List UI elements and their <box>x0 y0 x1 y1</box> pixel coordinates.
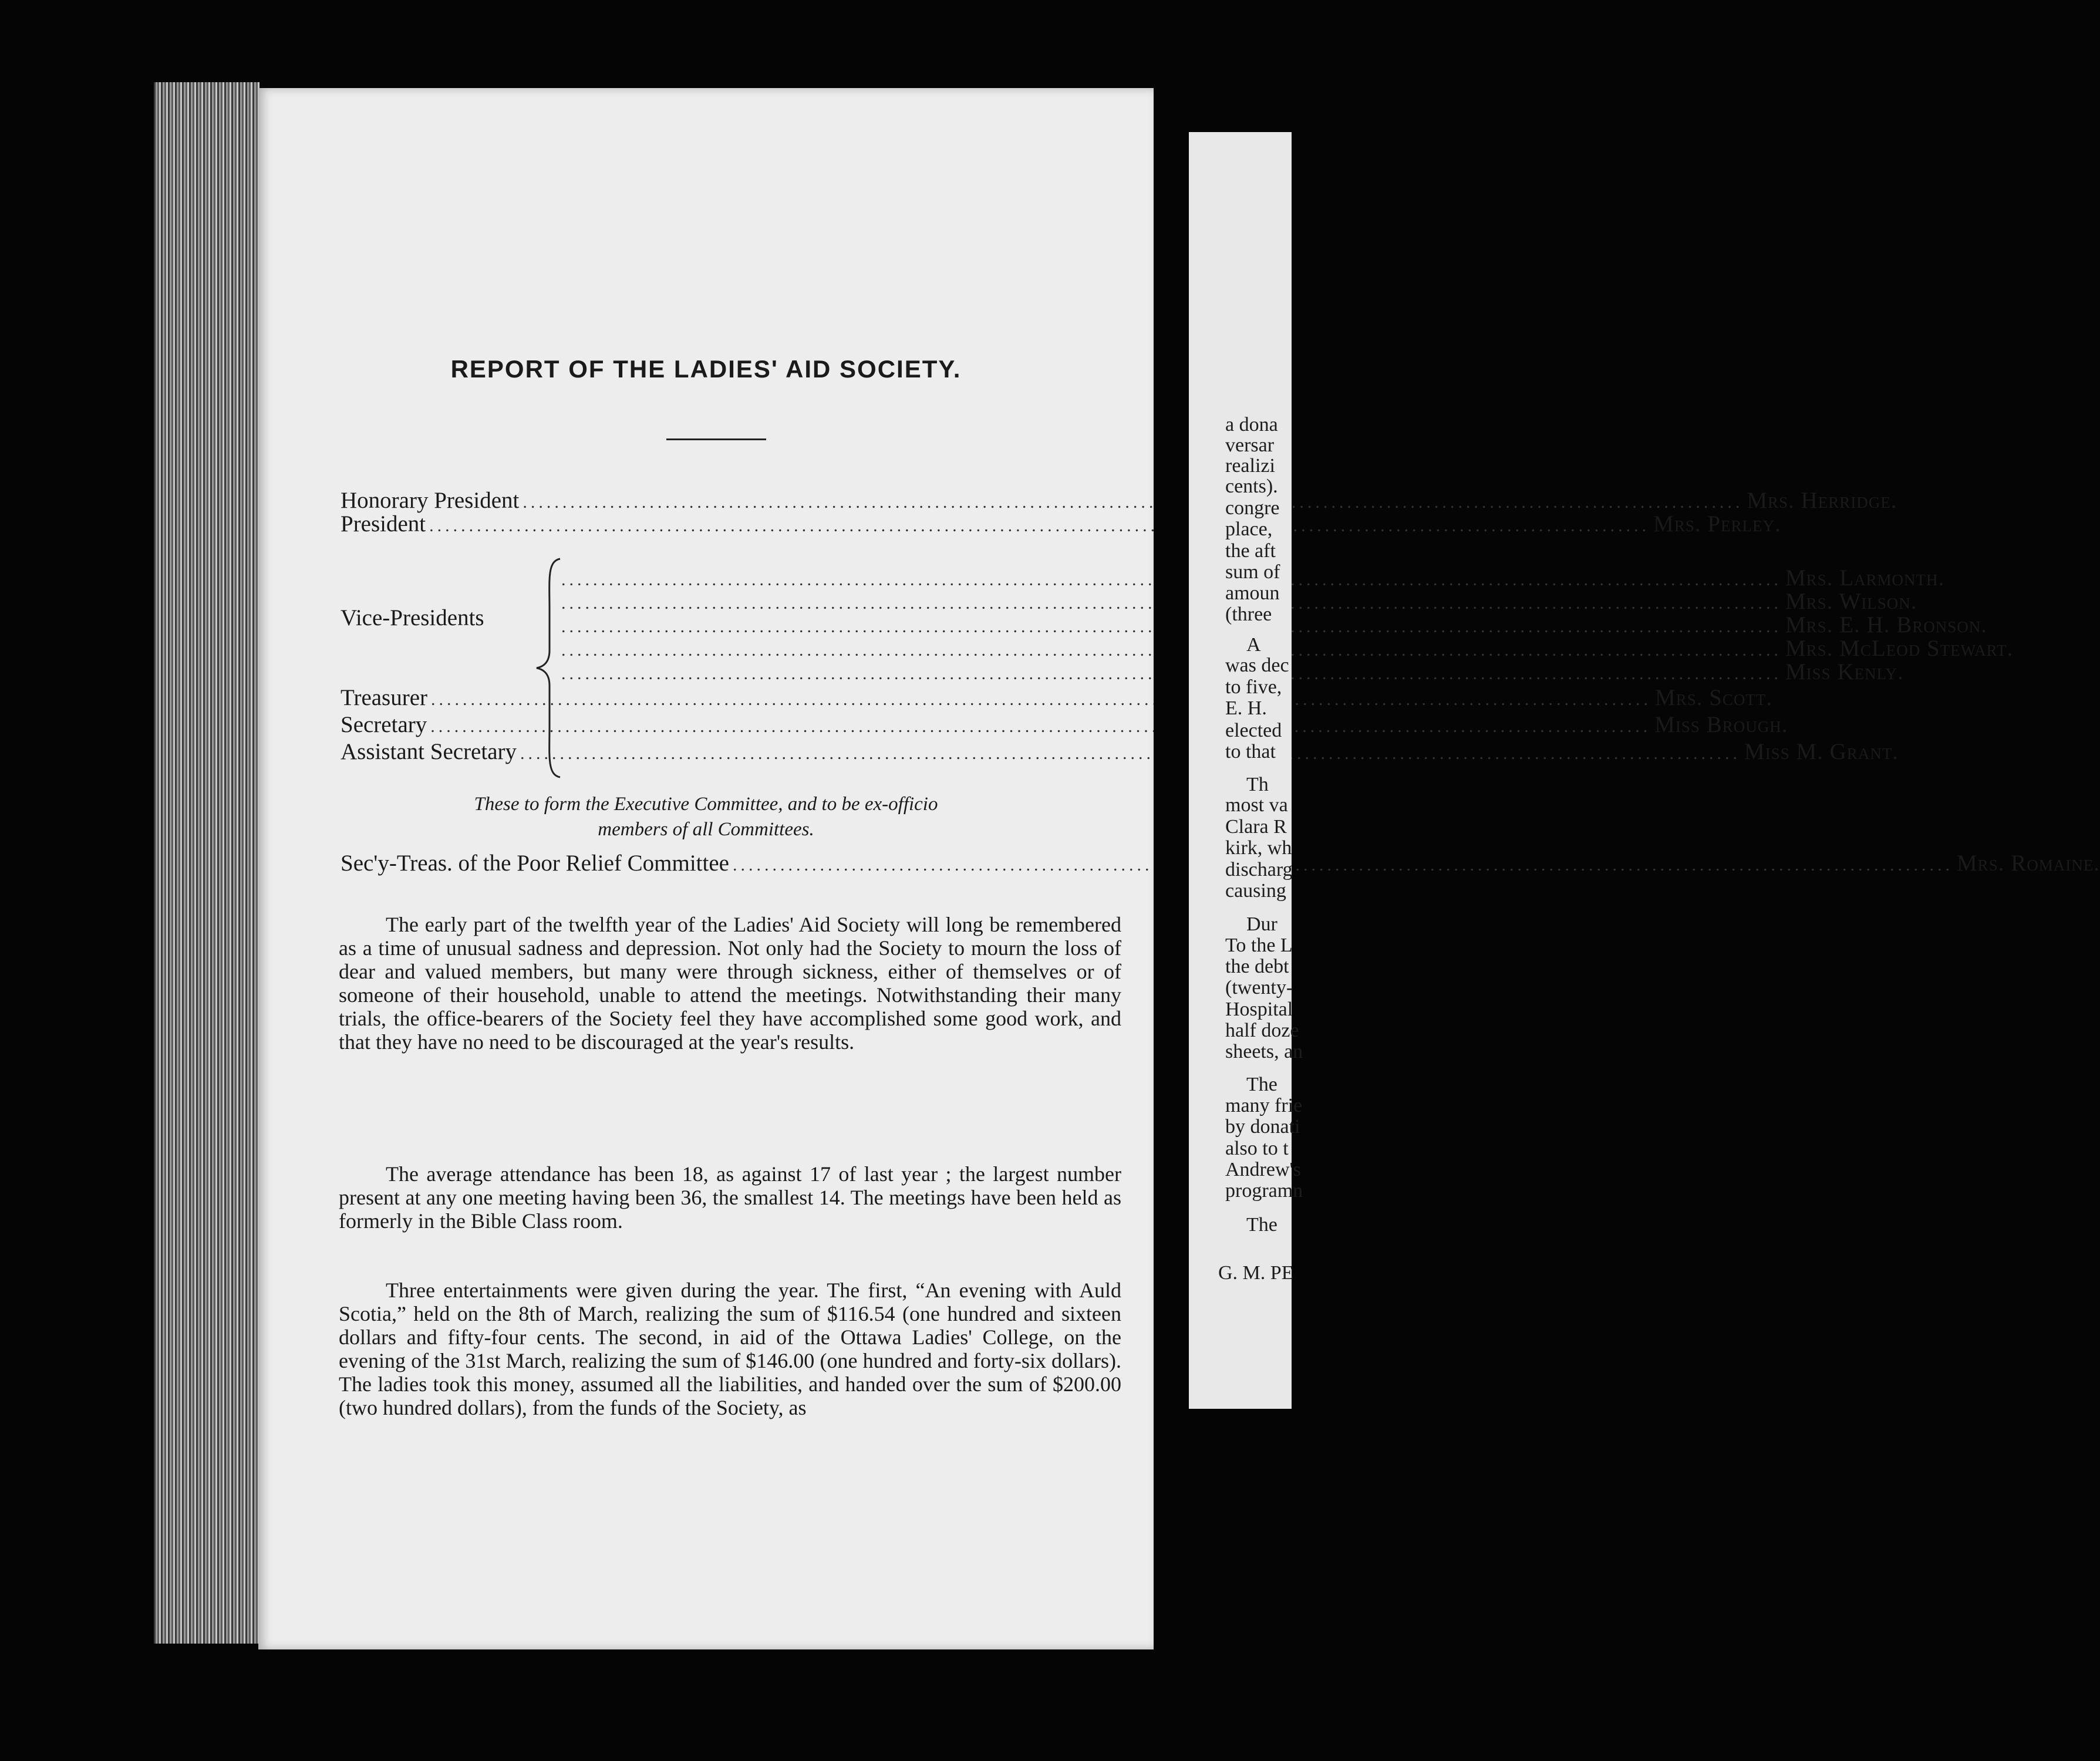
vice-president-name: Mrs. Larmonth. <box>1785 565 1945 591</box>
officer-role: Treasurer <box>341 685 428 710</box>
paragraph: The early part of the twelfth year of the Ladies' Aid Society will long be remembered as a time of unusual sadness and depression. Not only had the Society to mourn the loss of dear and valued members, but many were through sickness, either of themselves or of someone of their household, unable to attend the meetings. Notwithstanding their many trials, the office-bearers of the Society feel they have accomplished some good work, and that they have no need to be discouraged at the year's results. <box>339 913 1121 1054</box>
officer-role: Secretary <box>341 712 427 737</box>
facing-page-line: to that <box>1225 741 1276 763</box>
facing-page-line: was dec <box>1225 655 1289 676</box>
book-gutter <box>1154 0 1189 1761</box>
officer-name: Miss Brough. <box>1654 712 1788 737</box>
facing-page-line: To the L <box>1225 935 1293 956</box>
facing-page-line: sum of <box>1225 561 1280 583</box>
facing-page-line: a dona <box>1225 414 1278 436</box>
officer-name: Mrs. Romaine. <box>1956 851 2100 876</box>
officer-role: Honorary President <box>341 488 520 513</box>
facing-page-line: amoun <box>1225 582 1280 604</box>
committee-note-line-2: members of all Committees. <box>598 819 814 840</box>
facing-page-line: The <box>1246 1074 1277 1095</box>
facing-page-line: to five, <box>1225 676 1282 698</box>
facing-page <box>1189 132 1303 1409</box>
facing-page-line: Th <box>1246 774 1269 795</box>
officer-name: Mrs. Scott. <box>1655 685 1773 710</box>
vice-president-name: Mrs. Wilson. <box>1785 589 1917 614</box>
officer-name: Mrs. Perley. <box>1653 511 1781 537</box>
paragraph: The average attendance has been 18, as against 17 of last year ; the largest number present at any one meeting having been 36, the smallest 14. The meetings have been held as formerly in the Bible Class room. <box>339 1162 1121 1233</box>
facing-page-line: half doze <box>1225 1020 1299 1041</box>
leader-dots <box>430 717 1651 737</box>
facing-page-line: sheets, an <box>1225 1041 1303 1062</box>
facing-page-line: programn <box>1225 1180 1303 1202</box>
facing-page-line: kirk, wh <box>1225 837 1292 859</box>
officer-role: President <box>341 511 426 537</box>
facing-page-line: versar <box>1225 434 1275 456</box>
leader-dots <box>523 492 1743 512</box>
officer-role: Assistant Secretary <box>341 739 517 764</box>
book-page-edge <box>154 82 259 1644</box>
leader-dots <box>431 690 1651 710</box>
facing-page-line: elected <box>1225 720 1282 741</box>
facing-page-line: cents). <box>1225 475 1278 497</box>
facing-page-line: causing <box>1225 880 1286 902</box>
facing-page-line: (three <box>1225 603 1272 625</box>
facing-page-line: congre <box>1225 497 1280 519</box>
facing-page-line: discharg <box>1225 859 1293 880</box>
facing-page-line: place, <box>1225 518 1273 540</box>
vice-presidents-label: Vice-Presidents <box>341 605 484 630</box>
facing-page-line: most va <box>1225 794 1288 816</box>
paragraph: Three entertainments were given during the year. The first, “An evening with Auld Scotia,” held on the 8th of March, realizing the sum of $116.54 (one hundred and sixteen dollars and fifty-four cents. The second, in aid of the Ottawa Ladies' College, on the evening of the 31st March, realizing the sum of $146.00 (one hundred and forty-six dollars). The ladies took this money, assumed all the liabilities, and handed over the sum of $200.00 (two hundred dollars), from the funds of the Society, as <box>339 1278 1121 1419</box>
facing-page-line: Dur <box>1246 913 1277 935</box>
facing-page-line: Andrew's <box>1225 1159 1301 1180</box>
vice-president-name: Miss Kenly. <box>1785 659 1904 684</box>
facing-page-line: The <box>1246 1214 1277 1236</box>
facing-page-line: the aft <box>1225 540 1276 562</box>
vice-president-name: Mrs. E. H. Bronson. <box>1785 612 1987 637</box>
facing-page-line: G. M. PE <box>1218 1262 1294 1284</box>
facing-page-line: realizi <box>1225 455 1275 477</box>
committee-note-line-1: These to form the Executive Committee, and to be ex-officio <box>474 794 938 815</box>
facing-page-line: also to t <box>1225 1138 1289 1159</box>
facing-page-line: (twenty- <box>1225 977 1293 998</box>
facing-page-line: Hospital <box>1225 998 1293 1020</box>
officer-role: Sec'y-Treas. of the Poor Relief Committee <box>341 851 729 876</box>
facing-page-line: Clara R <box>1225 816 1287 838</box>
leader-dots <box>520 744 1741 764</box>
facing-page-line: many frie <box>1225 1095 1303 1116</box>
officer-name: Miss M. Grant. <box>1744 739 1899 764</box>
facing-page-line: A <box>1246 634 1261 656</box>
page-title: REPORT OF THE LADIES' AID SOCIETY. <box>450 355 962 383</box>
leader-dots <box>733 855 1953 875</box>
facing-page-line: by donati <box>1225 1116 1300 1138</box>
vice-president-name: Mrs. McLeod Stewart. <box>1785 636 2014 661</box>
facing-page-line: the debt <box>1225 956 1289 977</box>
leader-dots <box>429 516 1650 536</box>
officer-name: Mrs. Herridge. <box>1747 488 1897 513</box>
title-rule <box>666 438 766 440</box>
facing-page-line: E. H. <box>1225 697 1267 719</box>
